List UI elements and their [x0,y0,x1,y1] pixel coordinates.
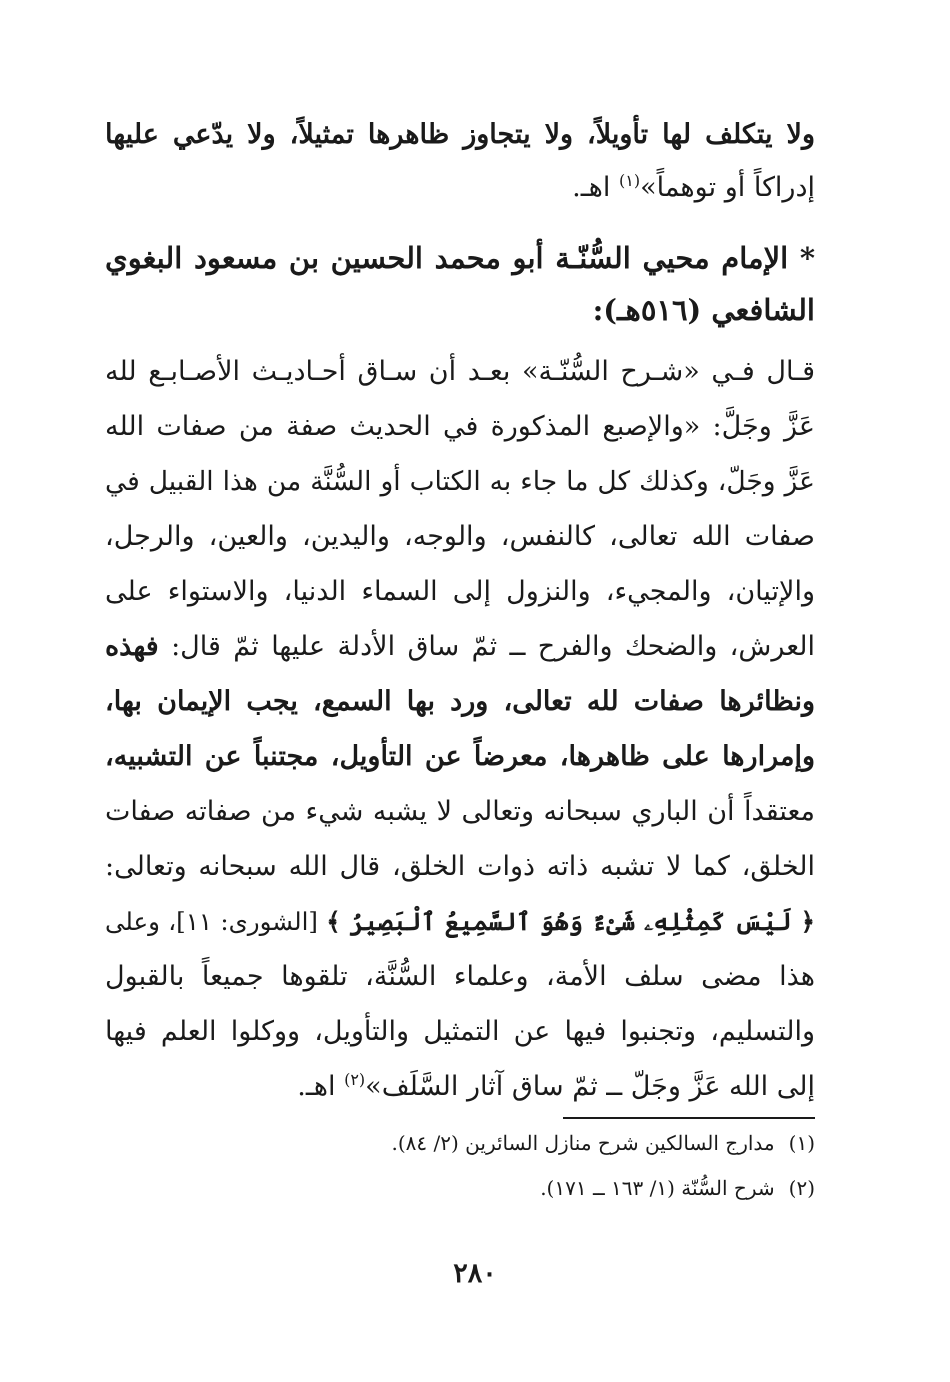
text-line [105,900,815,944]
footnote-text: شرح السُّنّة (١/ ١٦٣ ــ ١٧١). [540,1176,775,1200]
text-line: قـال فـي «شـرح السُّنّـة» بعـد أن سـاق أحـاديـث الأصـابـع لله [105,356,815,387]
footnote-1 [391,1128,815,1158]
text-run: إلى الله عَزَّ وجَلّ ــ ثمّ ساق آثار السَّلَف» [365,1071,815,1102]
footnote-ref: (١) [618,171,641,190]
text-run-bold: فهذه [105,631,159,662]
footnote-text: مدارج السالكين شرح منازل السائرين (٢/ ٨٤). [391,1131,775,1155]
text-line: الخلق، كما لا تشبه ذاته ذوات الخلق، قال الله سبحانه وتعالى: [105,851,815,882]
text-line: والتسليم، وتجنبوا فيها عن التمثيل والتأويل، ووكلوا العلم فيها [105,1016,815,1047]
text-line: هذا مضى سلف الأمة، وعلماء السُّنَّة، تلقوها جميعاً بالقبول [105,961,815,992]
text-line: معتقداً أن الباري سبحانه وتعالى لا يشبه شيء من صفاته صفات [105,796,815,827]
text-run: العرش، والضحك والفرح ــ ثمّ ساق الأدلة عليها ثمّ قال: [158,631,815,662]
text-run: اهـ. [297,1071,345,1102]
footnote-ref: (٢) [344,1070,366,1089]
text-line-bold: ونظائرها صفات لله تعالى، ورد بها السمع، يجب الإيمان بها، [105,686,815,717]
text-run: اهـ. [572,172,619,203]
text-line: ولا يتكلف لها تأويلاً، ولا يتجاوز ظاهرها تمثيلاً، ولا يدّعي عليها [105,119,815,150]
footnote-number: (٢) [788,1176,815,1200]
text-line [105,166,815,210]
text-run: [الشورى: ١١]، وعلى [105,907,327,936]
text-line [105,625,815,669]
text-line-bold: وإمرارها على ظاهرها، معرضاً عن التأويل، مجتنباً عن التشبيه، [105,741,815,772]
footnote-divider [563,1117,815,1119]
quran-verse: ﴿ لَيْسَ كَمِثْلِهِۦ شَىْءٌ وَهُوَ ٱلسَّمِيعُ ٱلْبَصِيرُ ﴾ [326,907,815,936]
footnote-number: (١) [788,1131,815,1155]
text-line: والإتيان، والمجيء، والنزول إلى السماء الدنيا، والاستواء على [105,576,815,607]
text-line [105,1065,815,1109]
heading-line: الشافعي (٥١٦هـ): [592,293,815,327]
page-number: ٢٨٠ [453,1258,497,1289]
text-line: عَزَّ وجَلَّ: «والإصبع المذكورة في الحديث صفة من صفات الله [105,411,815,442]
text-line: صفات الله تعالى، كالنفس، والوجه، واليدين، والعين، والرجل، [105,521,815,552]
heading-line: * الإمام محيي السُّنّـة أبو محمد الحسين بن مسعود البغوي [105,241,815,275]
text-line: عَزَّ وجَلّ، وكذلك كل ما جاء به الكتاب أو السُّنَّة من هذا القبيل في [105,466,815,497]
footnote-2 [540,1173,815,1203]
text-run: إدراكاً أو توهماً» [640,172,815,203]
